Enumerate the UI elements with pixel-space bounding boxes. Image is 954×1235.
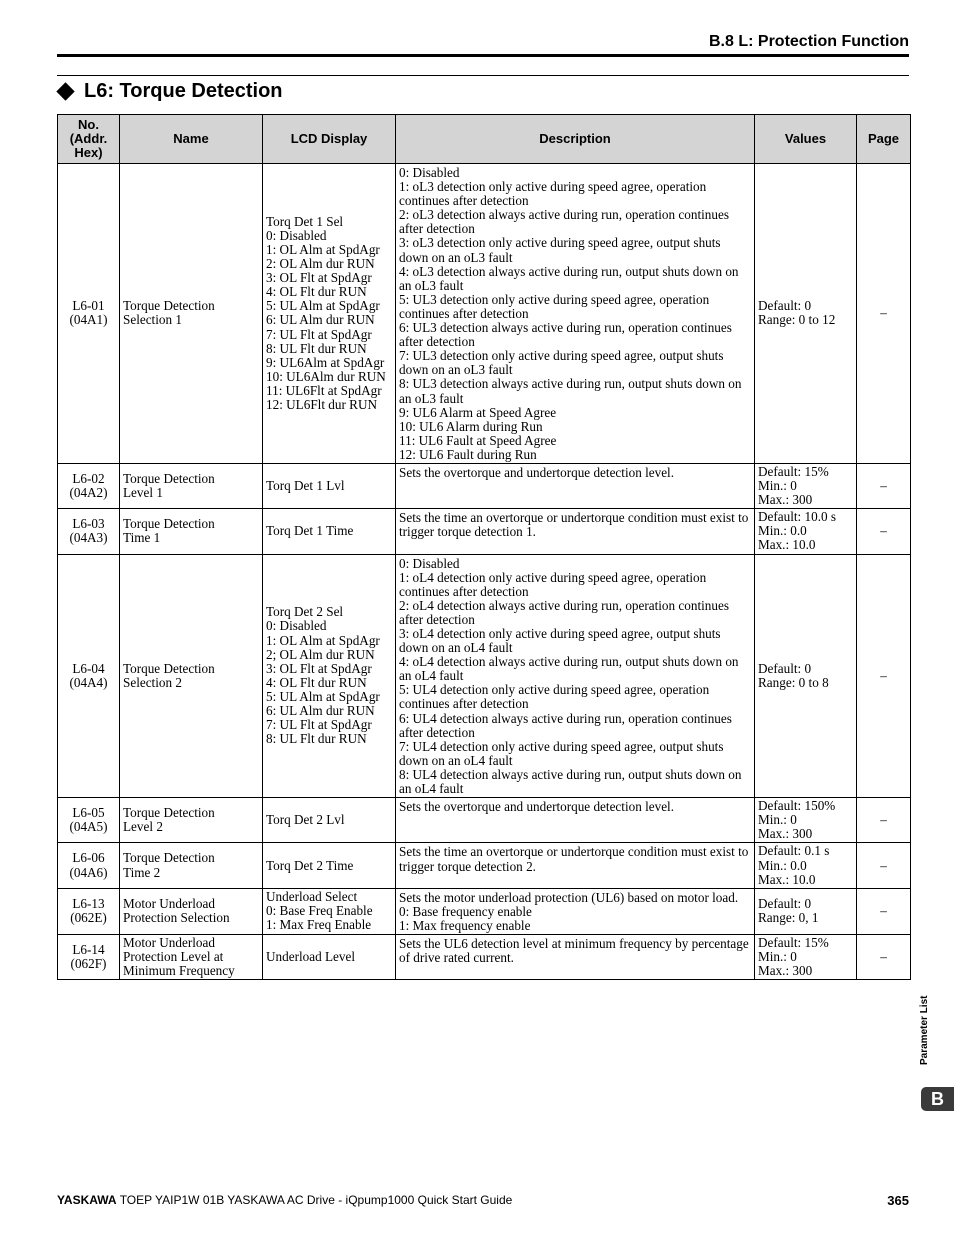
cell-lcd: Underload Select 0: Base Freq Enable 1: Max Freq Enable xyxy=(263,888,396,934)
cell-no: L6-03 (04A3) xyxy=(58,509,120,554)
side-tab-label: Parameter List xyxy=(919,995,930,1065)
footer-doc-info xyxy=(57,1193,512,1208)
cell-description: 0: Disabled 1: oL3 detection only active during speed agree, operation continues after detection 2: oL3 detection always active during run, operation continues after detection 3: oL3 detection only active during speed agree, output shuts down on an oL3 fault 4: oL3 detection always active during run, output shuts down on an oL3 fault 5: UL3 detection only active during speed agree, operation continues after detection 6: UL3 detection always active during run, operation continues after detection 7: UL3 detection only active during speed agree, output shuts down on an oL3 fault 8: UL3 detection always active during run, output shuts down on an oL3 fault 9: UL6 Alarm at Speed Agree 10: UL6 Alarm during Run 11: UL6 Fault at Speed Agree 12: UL6 Fault during Run xyxy=(396,164,755,464)
table-row xyxy=(58,843,911,888)
cell-page: – xyxy=(857,888,911,934)
table-row xyxy=(58,934,911,979)
cell-lcd: Torq Det 2 Lvl xyxy=(263,798,396,843)
cell-values: Default: 15% Min.: 0 Max.: 300 xyxy=(755,463,857,508)
title-rule xyxy=(57,75,909,76)
cell-name: Torque Detection Time 1 xyxy=(120,509,263,554)
cell-page: – xyxy=(857,164,911,464)
cell-name: Torque Detection Selection 2 xyxy=(120,554,263,798)
cell-name: Torque Detection Time 2 xyxy=(120,843,263,888)
cell-description: 0: Disabled 1: oL4 detection only active during speed agree, operation continues after detection 2: oL4 detection always active during run, operation continues after detection 3: oL4 detection only active during speed agree, output shuts down on an oL4 fault 4: oL4 detection always active during run, output shuts down on an oL4 fault 5: UL4 detection only active during speed agree, operation continues after detection 6: UL4 detection always active during run, operation continues after detection 7: UL4 detection only active during speed agree, output shuts down on an oL4 fault 8: UL4 detection always active during run, output shuts down on an oL4 fault xyxy=(396,554,755,798)
cell-lcd: Torq Det 1 Time xyxy=(263,509,396,554)
parameter-table xyxy=(57,114,911,980)
cell-no: L6-04 (04A4) xyxy=(58,554,120,798)
table-row xyxy=(58,164,911,464)
col-header-description: Description xyxy=(396,115,755,164)
cell-no: L6-06 (04A6) xyxy=(58,843,120,888)
cell-page: – xyxy=(857,509,911,554)
cell-no: L6-02 (04A2) xyxy=(58,463,120,508)
cell-description: Sets the time an overtorque or undertorque condition must exist to trigger torque detection 2. xyxy=(396,843,755,888)
col-header-name: Name xyxy=(120,115,263,164)
cell-description: Sets the motor underload protection (UL6) based on motor load. 0: Base frequency enable 1: Max frequency enable xyxy=(396,888,755,934)
cell-no: L6-01 (04A1) xyxy=(58,164,120,464)
cell-no: L6-14 (062F) xyxy=(58,934,120,979)
cell-description: Sets the UL6 detection level at minimum frequency by percentage of drive rated current. xyxy=(396,934,755,979)
col-header-lcd: LCD Display xyxy=(263,115,396,164)
col-header-page: Page xyxy=(857,115,911,164)
header-rule xyxy=(57,54,909,57)
cell-values: Default: 0.1 s Min.: 0.0 Max.: 10.0 xyxy=(755,843,857,888)
cell-name: Motor Underload Protection Selection xyxy=(120,888,263,934)
cell-description: Sets the time an overtorque or undertorque condition must exist to trigger torque detection 1. xyxy=(396,509,755,554)
page-number: 365 xyxy=(887,1193,909,1208)
cell-name: Torque Detection Selection 1 xyxy=(120,164,263,464)
cell-values: Default: 150% Min.: 0 Max.: 300 xyxy=(755,798,857,843)
cell-page: – xyxy=(857,934,911,979)
cell-name: Torque Detection Level 2 xyxy=(120,798,263,843)
table-row xyxy=(58,798,911,843)
table-row xyxy=(58,463,911,508)
cell-values: Default: 15% Min.: 0 Max.: 300 xyxy=(755,934,857,979)
section-title-text: L6: Torque Detection xyxy=(84,80,283,102)
cell-page: – xyxy=(857,843,911,888)
diamond-bullet-icon xyxy=(56,82,74,100)
cell-values: Default: 0 Range: 0 to 8 xyxy=(755,554,857,798)
cell-name: Motor Underload Protection Level at Minimum Frequency xyxy=(120,934,263,979)
col-header-no: No. (Addr. Hex) xyxy=(58,115,120,164)
cell-lcd: Underload Level xyxy=(263,934,396,979)
cell-lcd: Torq Det 2 Time xyxy=(263,843,396,888)
cell-values: Default: 10.0 s Min.: 0.0 Max.: 10.0 xyxy=(755,509,857,554)
cell-no: L6-05 (04A5) xyxy=(58,798,120,843)
cell-lcd: Torq Det 1 Lvl xyxy=(263,463,396,508)
footer xyxy=(57,1193,909,1208)
table-row xyxy=(58,554,911,798)
cell-values: Default: 0 Range: 0 to 12 xyxy=(755,164,857,464)
section-header: B.8 L: Protection Function xyxy=(709,33,909,50)
cell-description: Sets the overtorque and undertorque detection level. xyxy=(396,463,755,508)
col-header-values: Values xyxy=(755,115,857,164)
cell-page: – xyxy=(857,798,911,843)
footer-doc-title: TOEP YAIP1W 01B YASKAWA AC Drive - iQpump1000 Quick Start Guide xyxy=(116,1193,513,1207)
cell-name: Torque Detection Level 1 xyxy=(120,463,263,508)
cell-description: Sets the overtorque and undertorque detection level. xyxy=(396,798,755,843)
section-title xyxy=(57,80,283,103)
footer-brand: YASKAWA xyxy=(57,1193,117,1207)
cell-lcd: Torq Det 1 Sel 0: Disabled 1: OL Alm at SpdAgr 2: OL Alm dur RUN 3: OL Flt at SpdAgr 4: OL Flt dur RUN 5: UL Alm at SpdAgr 6: UL Alm dur RUN 7: UL Flt at SpdAgr 8: UL Flt dur RUN 9: UL6Alm at SpdAgr 10: UL6Alm dur RUN 11: UL6Flt at SpdAgr 12: UL6Flt dur RUN xyxy=(263,164,396,464)
cell-values: Default: 0 Range: 0, 1 xyxy=(755,888,857,934)
cell-no: L6-13 (062E) xyxy=(58,888,120,934)
table-row xyxy=(58,888,911,934)
side-tab-letter[interactable]: B xyxy=(921,1087,954,1111)
cell-page: – xyxy=(857,554,911,798)
table-row xyxy=(58,509,911,554)
cell-lcd: Torq Det 2 Sel 0: Disabled 1: OL Alm at SpdAgr 2; OL Alm dur RUN 3: OL Flt at SpdAgr 4: OL Flt dur RUN 5: UL Alm at SpdAgr 6: UL Alm dur RUN 7: UL Flt at SpdAgr 8: UL Flt dur RUN xyxy=(263,554,396,798)
table-header-row xyxy=(58,115,911,164)
cell-page: – xyxy=(857,463,911,508)
